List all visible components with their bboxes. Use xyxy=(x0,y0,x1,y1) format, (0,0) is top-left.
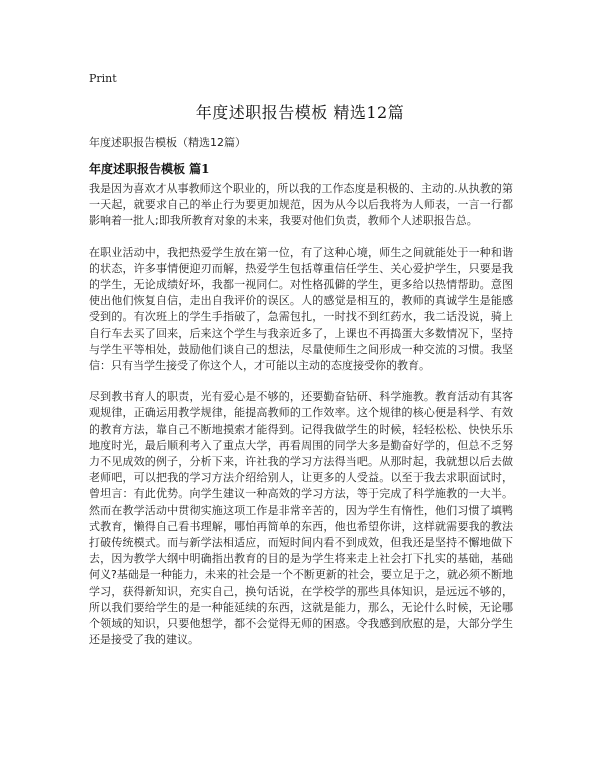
document-subtitle: 年度述职报告模板（精选12篇） xyxy=(89,136,246,149)
body-paragraph-3: 尽到教书育人的职责，光有爱心是不够的，还要勤奋钻研、科学施教。教育活动有其客观规律，正确运用教学规律，能提高教师的工作效率。这个规律的核心便是科学、有效的教育方法，靠自己不断地摸索才能得到。记得我做学生的时候，轻轻松松、快快乐乐地度时光，最后顺利考入了重点大学，再看周围的同学大多是勤奋好学的，但总不乏努力不见成效的例子，分析下来，许社我的学习方法得当吧。从那时起，我就想以后去做老师吧，可以把我的学习方法介绍给别人，让更多的人受益。以至于我去求职面试时，曾坦言：有此优势。向学生建议一种高效的学习方法，等于完成了科学施教的一大半。然而在教学活动中贯彻实施这项工作是非常辛苦的，因为学生有惰性，他们习惯了填鸭式教育，懒得自己看书理解，哪怕再简单的东西，他也希望你讲，这样就需要我的教法打破传统模式。而与新学法相适应，而短时间内看不到成效，但我还是坚持不懈地做下去，因为教学大纲中明确指出教育的目的是为学生将来走上社会打下扎实的基础，基础何义?基础是一种能力，未来的社会是一个不断更新的社会，要立足于之，就必须不断地学习，获得新知识，充实自己，换句话说，在学校学的那些具体知识，是远远不够的，所以我们要给学生的是一种能延续的东西，这就是能力，那么，无论什么时候，无论哪个领域的知识，只要他想学，都不会觉得无师的困惑。令我感到欣慰的是，大部分学生还是接受了我的建议。 xyxy=(89,390,513,647)
body-paragraph-2: 在职业活动中，我把热爱学生放在第一位，有了这种心境，师生之间就能处于一种和谐的状态，许多事情便迎刃而解，热爱学生包括尊重信任学生、关心爱护学生，只要是我的学生，无论成绩好坏，我都一视同仁。对性格孤僻的学生，更多给以热情帮助。意图使出他们恢复自信，走出自我评价的误区。人的感觉是相互的，教师的真诚学生是能感受到的。有次班上的学生手指破了，急需包扎，一时找不到红药水，我二话没说，骑上自行车去买了回来，后来这个学生与我亲近多了，上课也不再捣蛋大多数情况下，坚持与学生平等相处，鼓励他们谈自己的想法，尽量使师生之间形成一种交流的习惯。我坚信：只有当学生接受了你这个人，才可能以主动的态度接受你的教育。 xyxy=(89,245,513,373)
print-link[interactable]: Print xyxy=(89,72,117,85)
body-paragraph-1: 我是因为喜欢才从事教师这个职业的，所以我的工作态度是积极的、主动的.从执教的第一天起，就要求自己的举止行为要更加规范，因为从今以后我将为人师表，一言一行都影响着一批人;即我所教育对象的未来，我要对他们负责，教师个人述职报告总。 xyxy=(89,182,513,228)
section-heading: 年度述职报告模板 篇1 xyxy=(89,162,210,176)
document-body xyxy=(89,181,513,663)
document-title: 年度述职报告模板 精选12篇 xyxy=(195,103,405,122)
